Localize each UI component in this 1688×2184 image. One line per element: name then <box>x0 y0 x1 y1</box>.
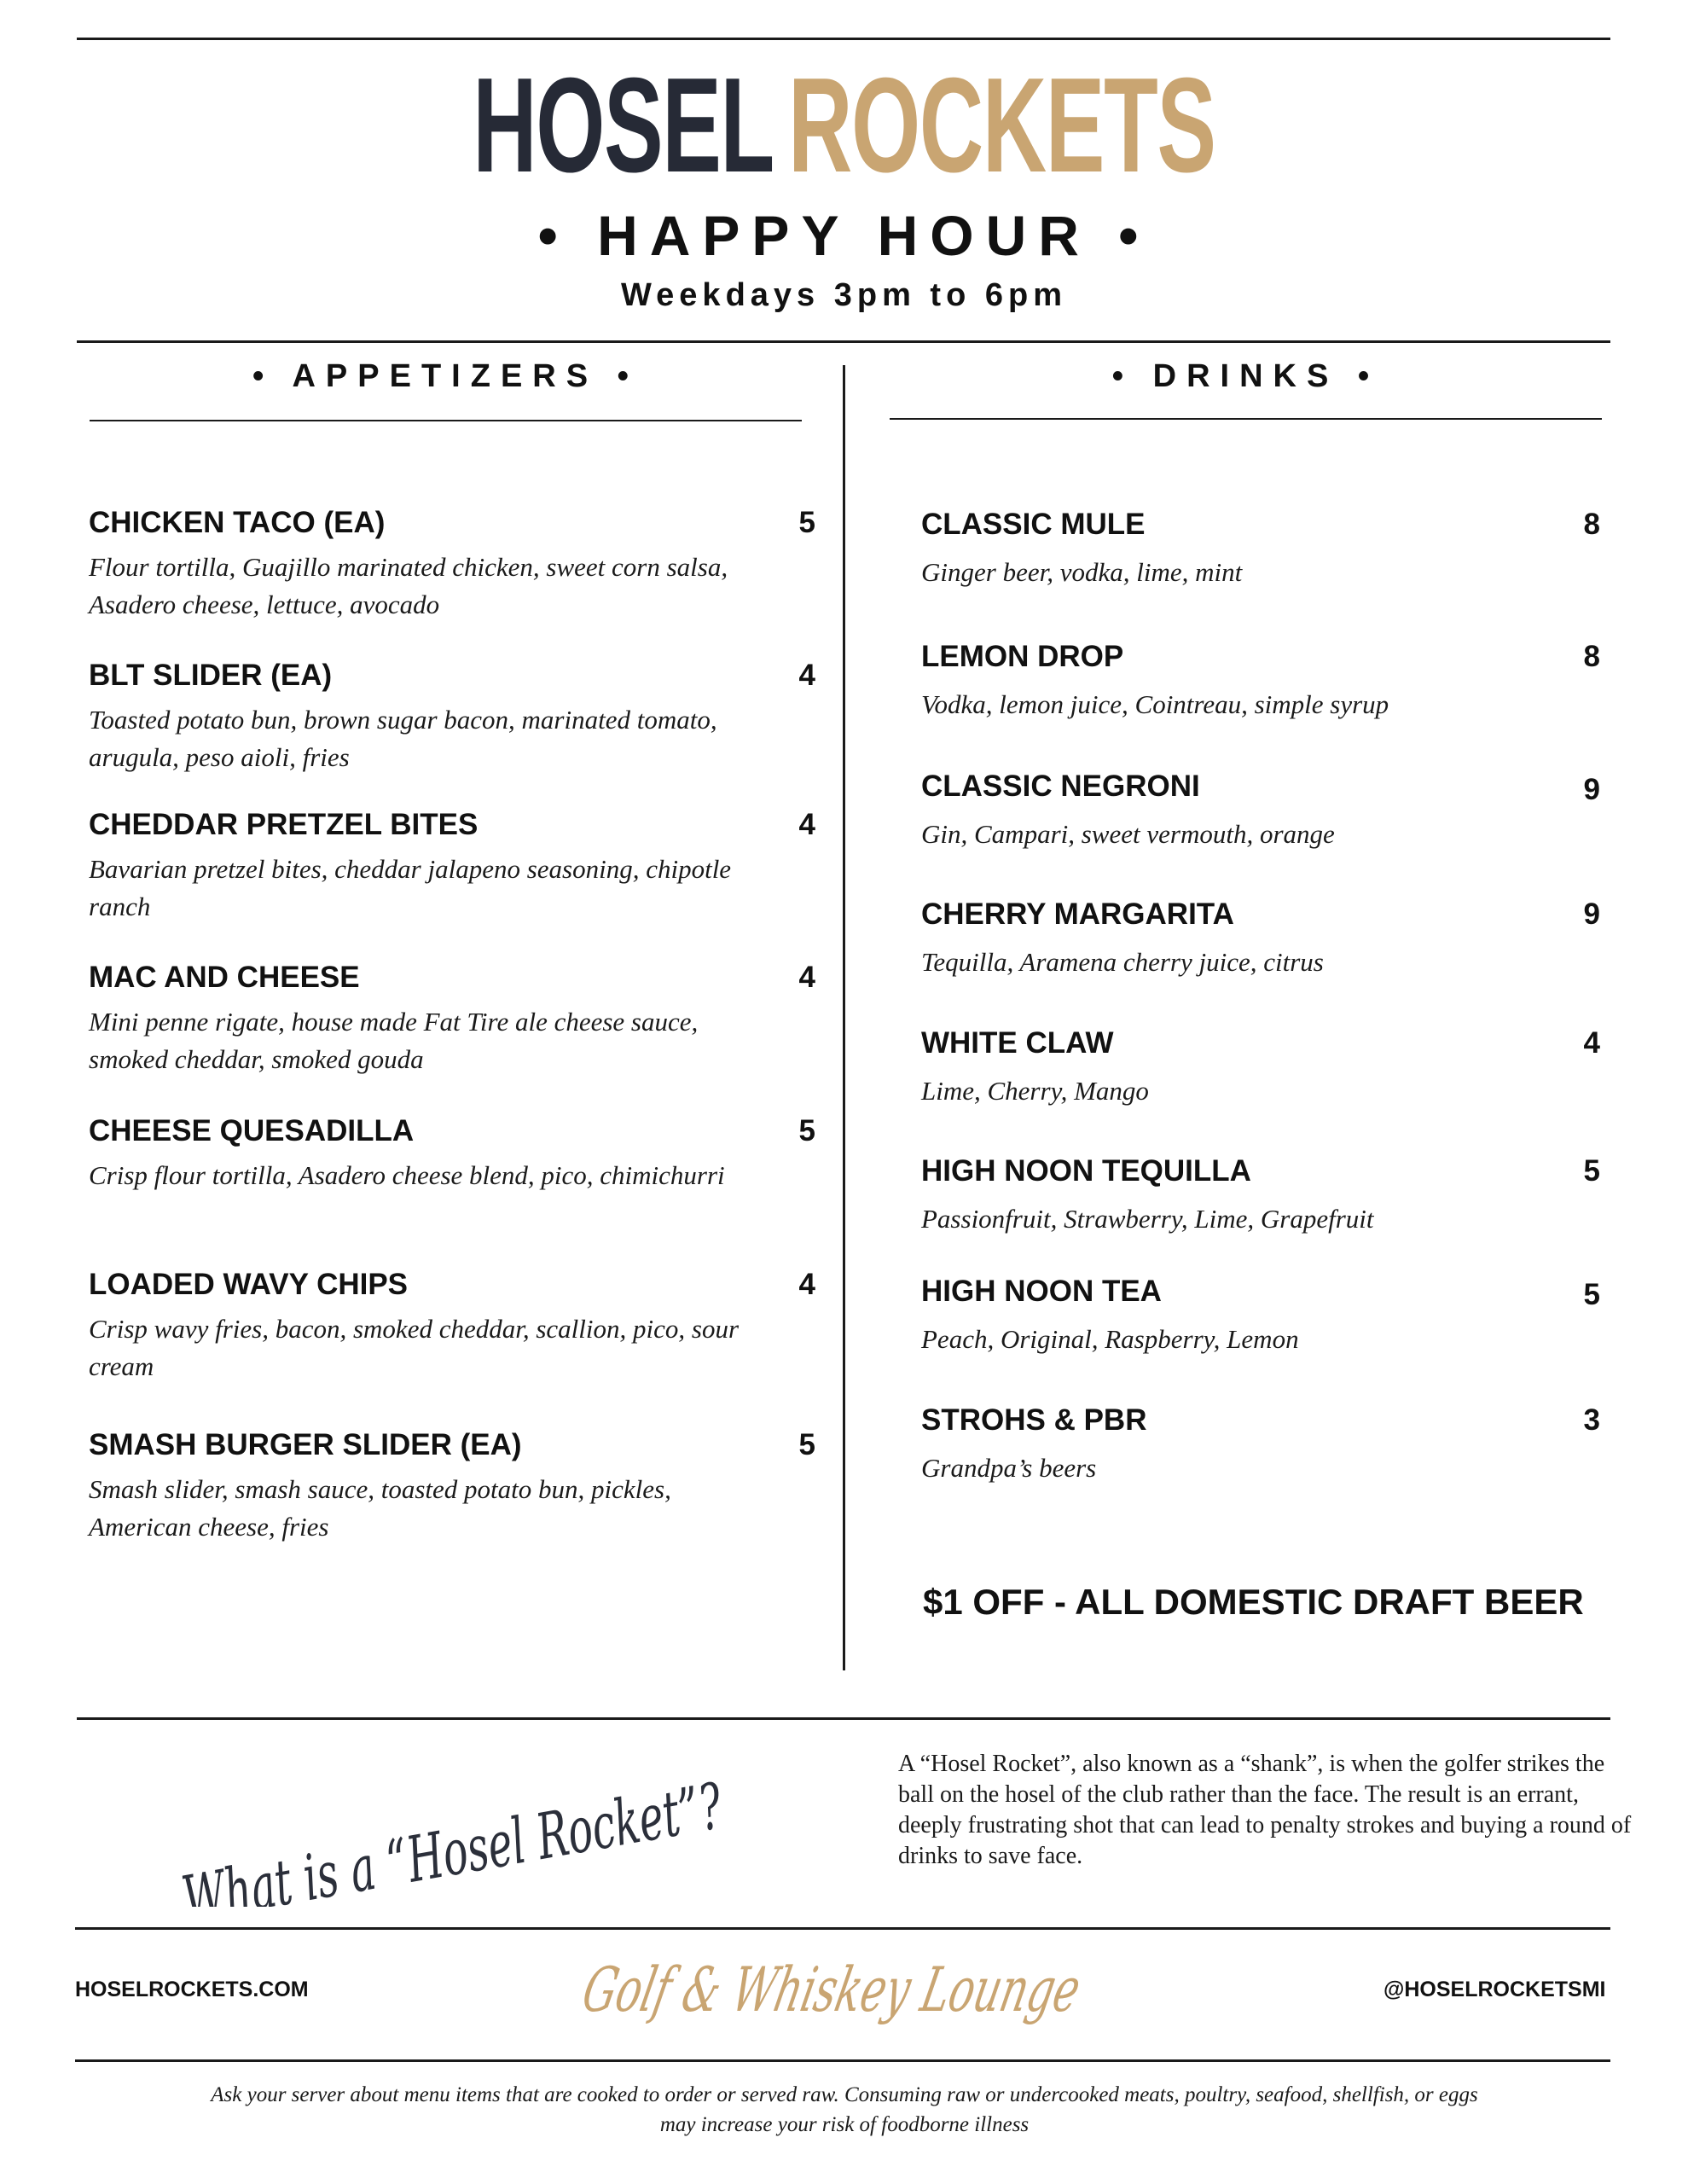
item-description: Flour tortilla, Guajillo marinated chicken, sweet corn salsa, Asadero cheese, lettuce, avocado <box>89 552 728 619</box>
item-name: SMASH BURGER SLIDER (EA) <box>89 1428 522 1461</box>
script-heading-svg <box>166 1745 755 1907</box>
item-name: HIGH NOON TEQUILLA <box>921 1154 1251 1188</box>
item-name: BLT SLIDER (EA) <box>89 659 333 692</box>
happy-hour-title: • HAPPY HOUR • <box>537 204 1151 267</box>
what-is-hosel-rocket-script <box>166 1745 755 1907</box>
hosel-rocket-explanation: A “Hosel Rocket”, also known as a “shank”, is when the golfer strikes the ball on the hosel of the club rather than the face. The result is an errant, deeply frustrating shot that can lead to penalty strokes and buying a round of drinks to save face. <box>898 1751 1632 1869</box>
item-price: 5 <box>798 1428 815 1461</box>
item-name: CHEDDAR PRETZEL BITES <box>89 808 479 841</box>
item-description: Ginger beer, vodka, lime, mint <box>921 557 1243 587</box>
item-description: Toasted potato bun, brown sugar bacon, marinated tomato, arugula, peso aioli, fries <box>89 705 717 772</box>
tagline-text: Golf & Whiskey Lounge <box>577 1954 1117 2026</box>
header-divider <box>77 340 1610 343</box>
item-name: HIGH NOON TEA <box>921 1275 1162 1308</box>
appetizers-heading-underline <box>90 420 802 421</box>
item-price: 4 <box>798 961 815 994</box>
social-handle-link[interactable]: @HOSELROCKETSMI <box>1383 1978 1606 2001</box>
item-description: Smash slider, smash sauce, toasted potato bun, pickles, American cheese, fries <box>89 1474 671 1542</box>
item-description: Lime, Cherry, Mango <box>921 1076 1149 1106</box>
brand-logo <box>287 50 1401 200</box>
appetizer-item <box>89 961 815 1072</box>
item-name: LOADED WAVY CHIPS <box>89 1268 409 1301</box>
item-price: 4 <box>1583 1026 1600 1060</box>
item-price: 5 <box>798 506 815 539</box>
appetizer-item <box>89 1114 815 1225</box>
drink-item <box>921 1403 1600 1514</box>
item-price: 9 <box>1583 897 1600 931</box>
appetizer-item <box>89 1268 815 1379</box>
item-price: 5 <box>1583 1154 1600 1188</box>
item-description: Gin, Campari, sweet vermouth, orange <box>921 819 1335 849</box>
drink-item <box>921 897 1600 1008</box>
top-divider <box>77 38 1610 40</box>
item-name: CLASSIC NEGRONI <box>921 770 1200 803</box>
item-price: 5 <box>798 1114 815 1147</box>
script-heading-text: What is a “Hosel Rocket”? <box>177 1745 755 1907</box>
lounge-tagline <box>571 1930 1117 2049</box>
item-name: CHICKEN TACO (EA) <box>89 506 386 539</box>
draft-beer-promo: $1 OFF - ALL DOMESTIC DRAFT BEER <box>923 1582 1584 1622</box>
item-description: Mini penne rigate, house made Fat Tire ale cheese sauce, smoked cheddar, smoked gouda <box>89 1007 699 1074</box>
drink-item <box>921 1026 1600 1137</box>
item-price: 4 <box>798 1268 815 1301</box>
drink-item <box>921 770 1600 880</box>
item-price: 4 <box>798 659 815 692</box>
drinks-heading-underline <box>890 418 1602 420</box>
item-description: Crisp flour tortilla, Asadero cheese blend, pico, chimichurri <box>89 1160 725 1190</box>
logo-word-hosel: HOSEL <box>473 50 774 200</box>
drink-item <box>921 1154 1600 1265</box>
item-description: Crisp wavy fries, bacon, smoked cheddar, scallion, pico, sour cream <box>89 1314 740 1381</box>
item-name: WHITE CLAW <box>921 1026 1114 1060</box>
item-description: Bavarian pretzel bites, cheddar jalapeno seasoning, chipotle ranch <box>89 854 732 921</box>
item-description: Peach, Original, Raspberry, Lemon <box>921 1324 1299 1354</box>
appetizers-heading: • APPETIZERS • <box>252 358 639 394</box>
happy-hour-hours: Weekdays 3pm to 6pm <box>620 277 1067 313</box>
item-price: 9 <box>1583 773 1600 806</box>
drinks-heading: • DRINKS • <box>1111 358 1380 394</box>
item-description: Passionfruit, Strawberry, Lime, Grapefruit <box>921 1204 1374 1234</box>
website-link[interactable]: HOSELROCKETS.COM <box>75 1978 309 2001</box>
item-price: 4 <box>798 808 815 841</box>
drink-item <box>921 640 1600 751</box>
appetizer-item <box>89 808 815 919</box>
item-name: CHEESE QUESADILLA <box>89 1114 415 1147</box>
item-price: 3 <box>1583 1403 1600 1437</box>
appetizer-item <box>89 1428 815 1542</box>
item-name: STROHS & PBR <box>921 1403 1147 1437</box>
about-divider-top <box>77 1717 1610 1720</box>
column-divider <box>843 365 845 1670</box>
item-price: 8 <box>1583 640 1600 673</box>
drink-item <box>921 508 1600 619</box>
footer-divider-bottom <box>75 2059 1610 2062</box>
item-price: 5 <box>1583 1278 1600 1311</box>
drink-item <box>921 1275 1600 1385</box>
item-description: Vodka, lemon juice, Cointreau, simple syrup <box>921 689 1389 719</box>
item-name: LEMON DROP <box>921 640 1124 673</box>
tagline-svg <box>571 1930 1117 2049</box>
item-description: Tequilla, Aramena cherry juice, citrus <box>921 947 1324 977</box>
logo-word-rockets: ROCKETS <box>788 50 1215 200</box>
item-name: CLASSIC MULE <box>921 508 1146 541</box>
item-name: CHERRY MARGARITA <box>921 897 1234 931</box>
appetizer-item <box>89 506 815 617</box>
item-price: 8 <box>1583 508 1600 541</box>
appetizer-item <box>89 659 815 770</box>
item-name: MAC AND CHEESE <box>89 961 360 994</box>
item-description: Grandpa’s beers <box>921 1453 1097 1483</box>
food-safety-disclaimer: Ask your server about menu items that are cooked to order or served raw. Consuming raw or undercooked meats, poultry, seafood, shellfish, or eggs may increase your risk of foodborne illness <box>211 2083 1478 2136</box>
